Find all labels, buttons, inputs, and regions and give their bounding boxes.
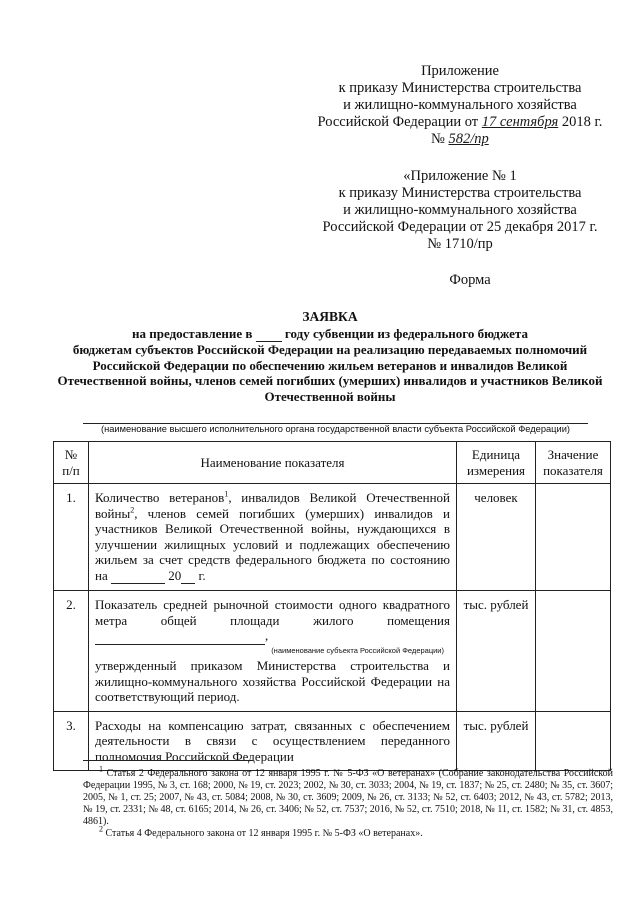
row-unit: тыс. рублей bbox=[457, 711, 536, 771]
footnote-mark: 2 bbox=[99, 824, 103, 834]
region-caption: (наименование субъекта Российской Федерации) bbox=[271, 645, 444, 655]
footnote-mark: 1 bbox=[99, 764, 103, 774]
appendix-line: к приказу Министерства строительства bbox=[338, 185, 582, 201]
year-suffix-blank bbox=[181, 568, 195, 585]
application-title-block bbox=[50, 309, 610, 404]
appendix-number-line bbox=[300, 131, 620, 148]
title-line bbox=[50, 326, 610, 343]
appendix-header bbox=[300, 63, 620, 148]
footnote-separator bbox=[83, 760, 253, 761]
appendix-date-suffix: 2018 г. bbox=[561, 114, 603, 130]
appendix-line: и жилищно-коммунального хозяйства bbox=[343, 202, 577, 218]
footnote-text: Статья 2 Федерального закона от 12 января 1995 г. № 5-ФЗ «О ветеранах» (Собрание законодательства Российской Федерации 1995, № 3, ст. 168; 2000, № 19, ст. 2023; 2002, № 30, ст. 3033; 2004, № 19, ст. 1837; № 25, ст. 2480; № 35, ст. 3607; 2005, № 1, ст. 25; 2007, № 43, ст. 5084; 2008, № 30, ст. 3609; 2009, № 26, ст. 3133; № 52, ст. 6403; 2012, № 43, ст. 5782; 2013, № 19, ст. 2331; № 48, ст. 6165; 2014, № 26, ст. 3406; № 52, ст. 7537; 2016, № 52, ст. 7510; 2018, № 11, ст. 1582; № 31, ст. 4853, 4861). bbox=[83, 768, 613, 827]
application-title: ЗАЯВКА bbox=[302, 309, 358, 324]
header-unit: Единица измерения bbox=[457, 442, 536, 484]
row-text: Количество ветеранов bbox=[95, 490, 225, 505]
indicators-table bbox=[53, 441, 611, 771]
footnote-ref: 1 bbox=[224, 489, 229, 499]
appendix-number-prefix: № bbox=[431, 131, 445, 147]
row-indicator: Расходы на компенсацию затрат, связанных с обеспечением деятельности в связи с осуществлением переданного полномочия Российской Федерации bbox=[89, 711, 457, 771]
appendix-title: «Приложение № 1 bbox=[403, 168, 517, 184]
footnote bbox=[83, 824, 613, 840]
row-num: 1. bbox=[54, 484, 89, 591]
header-num: № п/п bbox=[54, 442, 89, 484]
row-text: г. bbox=[198, 567, 206, 583]
row-unit: тыс. рублей bbox=[457, 591, 536, 712]
footnote-ref: 2 bbox=[130, 505, 135, 515]
row-indicator: Показатель средней рыночной стоимости одного квадратного метра общей площади жилого помещения , (наименование субъекта Российской Федерации) утвержденный приказом Министерства строительства и жилищно-коммунального хозяйства Российской Федерации на соответствующий период. bbox=[89, 591, 457, 712]
appendix-line: № 1710/пр bbox=[427, 236, 493, 252]
table-header-row bbox=[54, 442, 611, 484]
title-line: Российской Федерации по обеспечению жильем ветеранов и инвалидов Великой bbox=[92, 357, 568, 373]
organization-caption: (наименование высшего исполнительного органа государственной власти субъекта Российской Федерации) bbox=[100, 424, 570, 434]
title-line-end: году субвенции из федерального бюджета bbox=[284, 325, 528, 341]
table-row bbox=[54, 484, 611, 591]
footnotes bbox=[83, 764, 613, 840]
form-label: Форма bbox=[449, 272, 491, 288]
handwritten-number: 582/пр bbox=[448, 131, 489, 147]
appendix-date-prefix: Российской Федерации от bbox=[317, 114, 479, 130]
row-text: Показатель средней рыночной стоимости одного квадратного метра общей площади жилого помещения bbox=[95, 597, 450, 628]
row-num: 2. bbox=[54, 591, 89, 712]
footnote bbox=[83, 764, 613, 828]
header-name: Наименование показателя bbox=[89, 442, 457, 484]
title-line-start: на предоставление в bbox=[132, 325, 253, 341]
row-value bbox=[536, 484, 611, 591]
row-text: , инвалидов Великой Отечественной войны bbox=[95, 490, 451, 521]
row-text: утвержденный приказом Министерства строительства и жилищно-коммунального хозяйства Российской Федерации на соответствующий период. bbox=[95, 658, 450, 704]
region-blank bbox=[95, 628, 265, 645]
table-row bbox=[54, 711, 611, 771]
appendix-line: и жилищно-коммунального хозяйства bbox=[343, 97, 577, 113]
table-row bbox=[54, 591, 611, 712]
row-num: 3. bbox=[54, 711, 89, 771]
header-value: Значение показателя bbox=[536, 442, 611, 484]
appendix-line: к приказу Министерства строительства bbox=[338, 80, 582, 96]
row-indicator bbox=[89, 484, 457, 591]
row-value bbox=[536, 711, 611, 771]
title-line: бюджетам субъектов Российской Федерации на реализацию передаваемых полномочий bbox=[72, 342, 588, 357]
appendix-line: Российской Федерации от 25 декабря 2017 г. bbox=[322, 219, 598, 235]
original-appendix-header bbox=[300, 168, 620, 253]
appendix-title: Приложение bbox=[421, 63, 499, 79]
footnote-text: Статья 4 Федерального закона от 12 января 1995 г. № 5-ФЗ «О ветеранах». bbox=[105, 828, 423, 839]
title-line: Отечественной войны, членов семей погибших (умерших) инвалидов и участников Великой bbox=[57, 373, 603, 388]
row-value bbox=[536, 591, 611, 712]
title-line: Отечественной войны bbox=[264, 388, 396, 404]
appendix-date-line bbox=[300, 114, 620, 131]
row-unit: человек bbox=[457, 484, 536, 591]
handwritten-date: 17 сентября bbox=[481, 114, 559, 130]
row-text: 20 bbox=[168, 567, 182, 583]
row-text: , членов семей погибших (умерших) инвалидов и участников Великой Отечественной войны, нуждающихся в улучшении жилищных условий и подлежащих обеспечению жильем за счет средств федерального бюджета по состоянию на bbox=[95, 505, 450, 583]
year-blank bbox=[256, 326, 282, 343]
date-blank bbox=[111, 568, 165, 585]
